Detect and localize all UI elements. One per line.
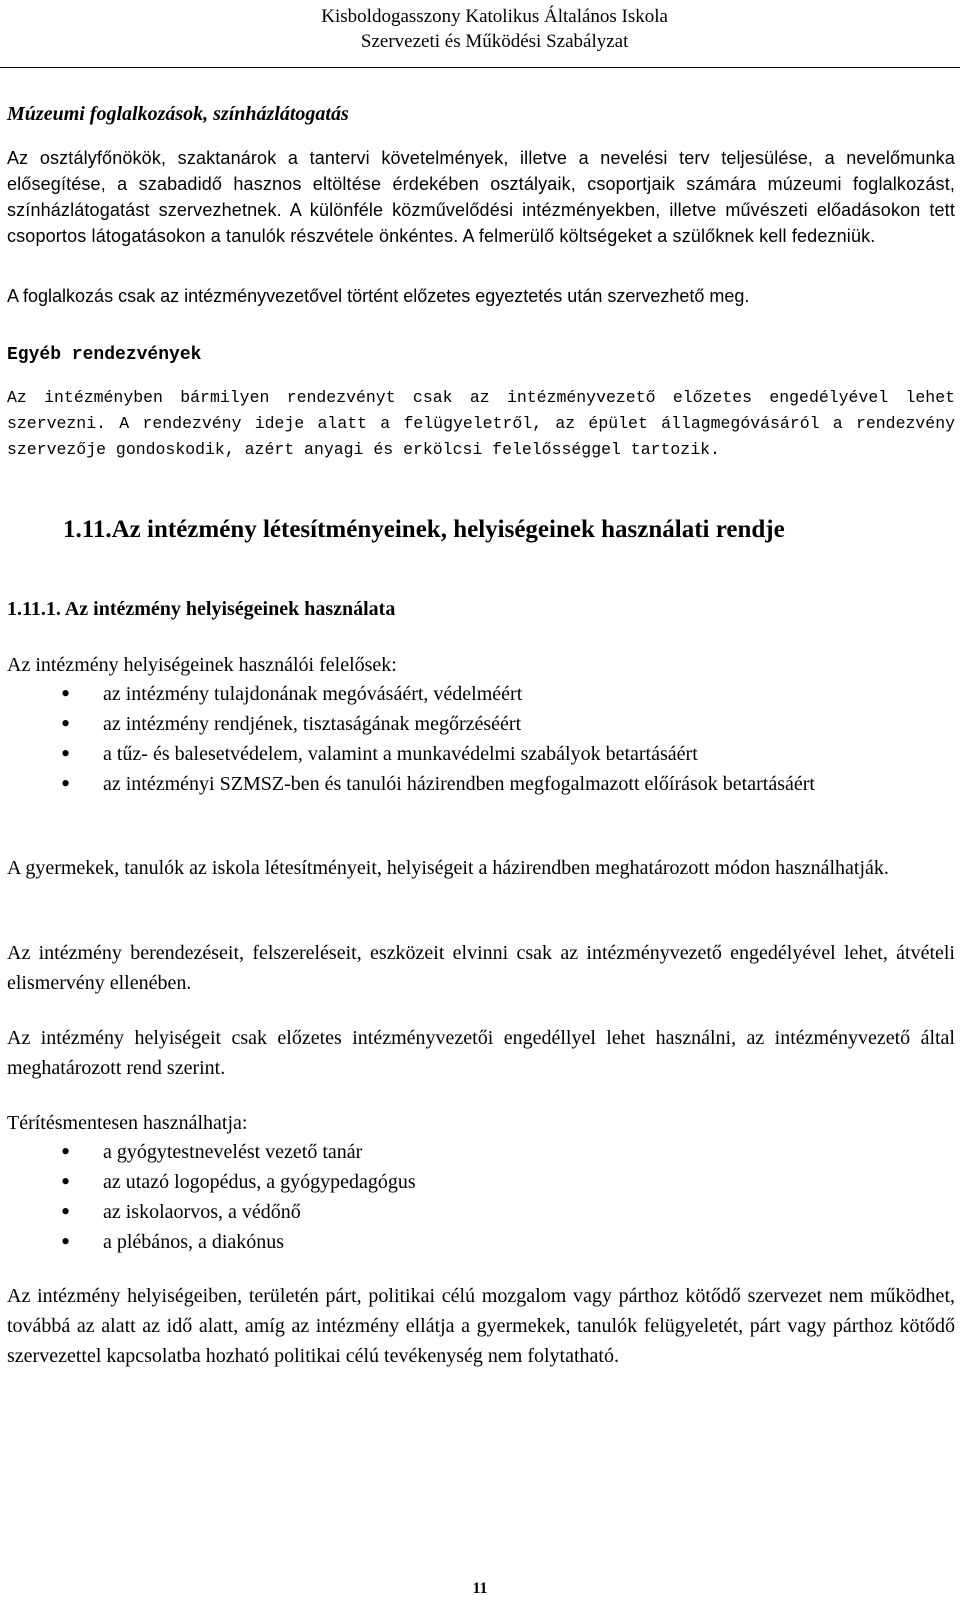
subsection-title: Az intézmény helyiségeinek használata <box>64 598 396 620</box>
free-use-intro: Térítésmentesen használhatja: <box>7 1112 248 1134</box>
paragraph-usage: A gyermekek, tanulók az iskola létesítményeit, helyiségeit a házirendben meghatározott módon használhatják. <box>7 857 889 879</box>
museum-paragraph: Az osztályfőnökök, szaktanárok a tantervi követelmények, illetve a nevelési terv teljesülése, a nevelőmunka elősegítése, a szabadidő hasznos eltöltése érdekében osztályaik, csoportjaik számára múzeumi foglalkozást, színházlátogatást szervezhetnek. A különféle közművelődési intézményekben, illetve művészeti előadásokon tett csoportos látogatásokon a tanulók részvétele önkéntes. A felmerülő költségeket a szülőknek kell fedezniük. <box>7 148 955 246</box>
list-item: • a gyógytestnevelést vezető tanár <box>7 1137 955 1167</box>
section-title: Az intézmény létesítményeinek, helyiségeinek használati rendje <box>111 516 785 543</box>
page-header <box>321 4 668 54</box>
subsection-heading <box>7 598 955 621</box>
list-item: • az iskolaorvos, a védőnő <box>7 1197 955 1227</box>
section-number: 1.11. <box>63 516 112 543</box>
museum-note: A foglalkozás csak az intézményvezetővel történt előzetes egyeztetés után szervezhető meg. <box>7 286 750 306</box>
responsibilities-intro: Az intézmény helyiségeinek használói felelősek: <box>7 654 397 676</box>
section-heading <box>7 516 955 544</box>
header-divider <box>0 67 960 68</box>
page-number: 11 <box>472 1580 488 1597</box>
list-item: • az intézményi SZMSZ-ben és tanulói házirendben megfogalmazott előírások betartásáért <box>7 769 955 799</box>
paragraph-equipment: Az intézmény berendezéseit, felszereléseit, eszközeit elvinni csak az intézményvezető engedélyével lehet, átvételi elismervény ellenében. <box>7 942 955 994</box>
paragraph-rooms: Az intézmény helyiségeit csak előzetes intézményvezetői engedéllyel lehet használni, az intézményvezető által meghatározott rend szerint. <box>7 1027 955 1079</box>
list-item: • az intézmény tulajdonának megóvásáért, védelméért <box>7 679 955 709</box>
events-paragraph: Az intézményben bármilyen rendezvényt csak az intézményvezető előzetes engedélyével lehet szervezni. A rendezvény ideje alatt a felügyeletről, az épület állagmegóvásáról a rendezvény szervezője gondoskodik, azért anyagi és erkölcsi felelősséggel tartozik. <box>7 388 955 459</box>
header-document-title: Szervezeti és Működési Szabályzat <box>360 31 629 52</box>
header-school-name: Kisboldogasszony Katolikus Általános Iskola <box>321 6 668 27</box>
events-heading: Egyéb rendezvények <box>7 345 202 365</box>
list-item: • a tűz- és balesetvédelem, valamint a munkavédelmi szabályok betartásáért <box>7 739 955 769</box>
list-item: • az intézmény rendjének, tisztaságának megőrzéséért <box>7 709 955 739</box>
subsection-number: 1.11.1. <box>7 598 61 620</box>
list-item: • a plébános, a diakónus <box>7 1227 955 1257</box>
free-use-list <box>7 1137 955 1257</box>
responsibilities-list <box>7 679 955 799</box>
museum-heading: Múzeumi foglalkozások, színházlátogatás <box>7 103 349 125</box>
list-item: • az utazó logopédus, a gyógypedagógus <box>7 1167 955 1197</box>
paragraph-political: Az intézmény helyiségeiben, területén párt, politikai célú mozgalom vagy párthoz kötődő szervezet nem működhet, továbbá az alatt az idő alatt, amíg az intézmény ellátja a gyermekek, tanulók felügyeletét, párt vagy párthoz kötődő szervezettel kapcsolatba hozható politikai célú tevékenység nem folytatható. <box>7 1285 955 1367</box>
